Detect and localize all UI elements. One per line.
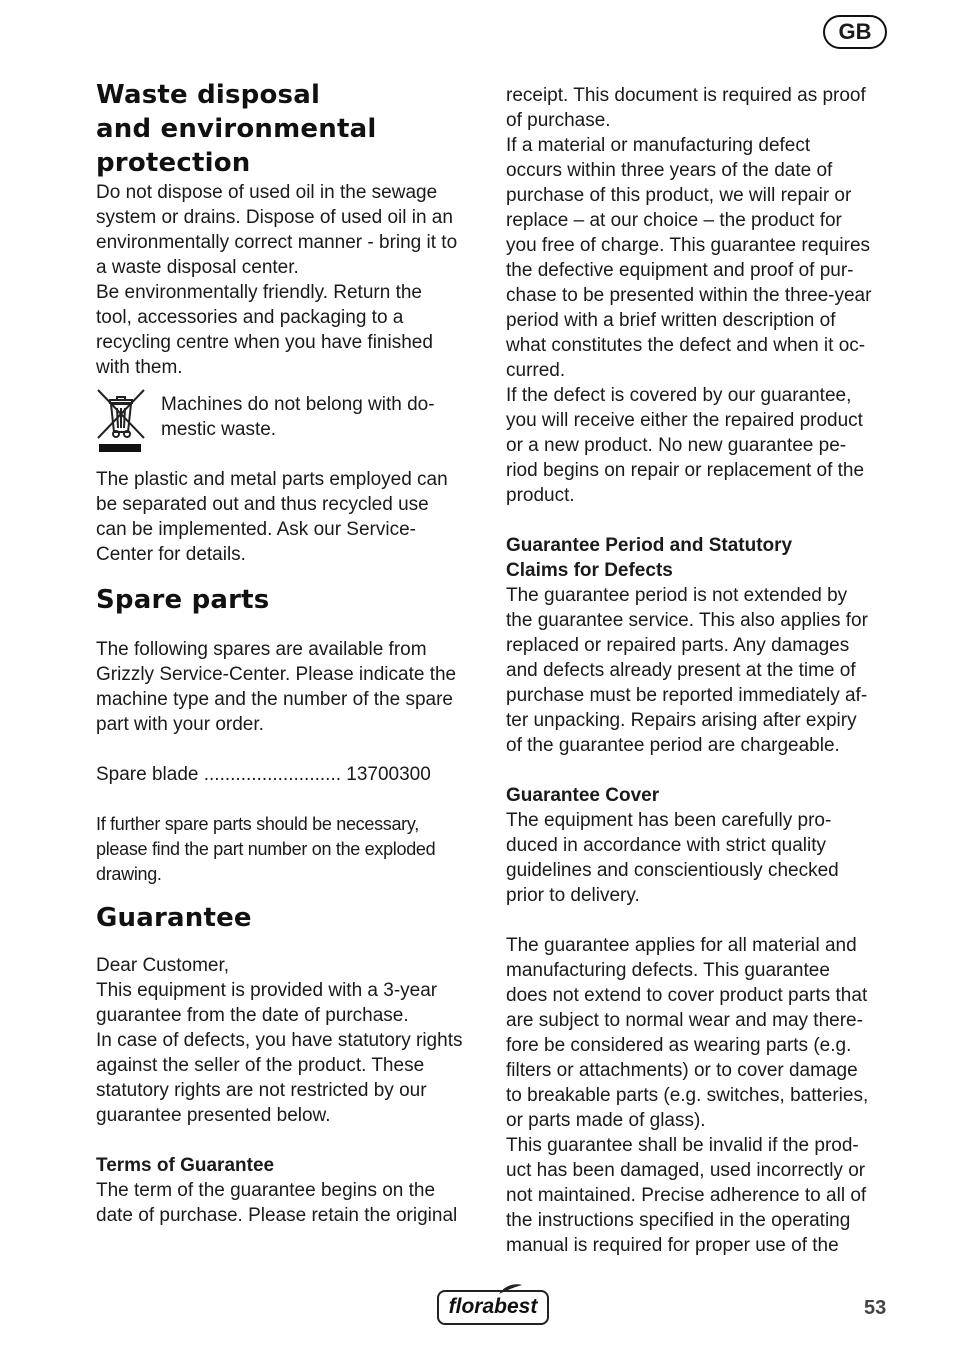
text-line: are subject to normal wear and may there-: [506, 1010, 863, 1031]
text-line: be separated out and thus recycled use: [96, 494, 429, 515]
right-column: [506, 83, 892, 1258]
left-column: [96, 78, 482, 1228]
recycle-paragraph: [96, 467, 482, 567]
florabest-logo: [437, 1283, 549, 1327]
logo-wordmark: florabest: [437, 1290, 549, 1325]
terms-title: Terms of Guarantee: [96, 1155, 275, 1176]
text-line: riod begins on repair or replacement of the: [506, 460, 865, 481]
waste-paragraph-2: [96, 280, 482, 380]
text-line: curred.: [506, 360, 566, 381]
text-line: chase to be presented within the three-year: [506, 285, 872, 306]
text-line: period with a brief written description of: [506, 310, 836, 331]
text-line: If further spare parts should be necessary,: [96, 814, 419, 834]
text-line: Do not dispose of used oil in the sewage: [96, 182, 438, 203]
text-line: drawing.: [96, 864, 162, 884]
text-line: The term of the guarantee begins on the: [96, 1180, 436, 1201]
text-line: Center for details.: [96, 544, 246, 565]
weee-notice: [96, 388, 482, 456]
text-line: or a new product. No new guarantee pe-: [506, 435, 847, 456]
spare-note: [96, 812, 482, 887]
page-number: 53: [864, 1297, 887, 1319]
text-line: occurs within three years of the date of: [506, 160, 833, 181]
text-line: replace – at our choice – the product for: [506, 210, 842, 231]
text-line: the instructions specified in the operating: [506, 1210, 851, 1231]
text-line: The following spares are available from: [96, 639, 427, 660]
spare-paragraph: [96, 637, 482, 737]
text-line: Claims for Defects: [506, 560, 673, 581]
text-line: you will receive either the repaired product: [506, 410, 863, 431]
text-line: the guarantee service. This also applies for: [506, 610, 868, 631]
text-line: receipt. This document is required as proof: [506, 85, 866, 106]
text-line: statutory rights are not restricted by our: [96, 1080, 427, 1101]
crossed-bin-icon: [96, 388, 148, 456]
period-paragraph: [506, 583, 892, 758]
text-line: prior to delivery.: [506, 885, 640, 906]
period-title: [506, 533, 892, 583]
text-line: mestic waste.: [161, 419, 277, 440]
text-line: of the guarantee period are chargeable.: [506, 735, 840, 756]
waste-title-line: and environmental: [96, 114, 377, 144]
text-line: If a material or manufacturing defect: [506, 135, 811, 156]
country-badge: GB: [823, 15, 887, 49]
text-line: Grizzly Service-Center. Please indicate the: [96, 664, 457, 685]
text-line: product.: [506, 485, 575, 506]
terms-paragraph: [96, 1178, 482, 1228]
text-line: In case of defects, you have statutory rights: [96, 1030, 463, 1051]
text-line: to breakable parts (e.g. switches, batteries,: [506, 1085, 869, 1106]
text-line: against the seller of the product. These: [96, 1055, 425, 1076]
text-line: The guarantee period is not extended by: [506, 585, 848, 606]
text-line: please find the part number on the exploded: [96, 839, 436, 859]
text-line: The guarantee applies for all material and: [506, 935, 857, 956]
cover-paragraph-2: [506, 933, 892, 1258]
text-line: does not extend to cover product parts that: [506, 985, 868, 1006]
text-line: If the defect is covered by our guarantee,: [506, 385, 852, 406]
weee-note: [161, 392, 435, 442]
text-line: a waste disposal center.: [96, 257, 299, 278]
text-line: duced in accordance with strict quality: [506, 835, 826, 856]
text-line: replaced or repaired parts. Any damages: [506, 635, 850, 656]
cover-paragraph-1: [506, 808, 892, 908]
waste-title-line: protection: [96, 148, 251, 178]
text-line: This guarantee shall be invalid if the prod-: [506, 1135, 859, 1156]
text-line: Guarantee Period and Statutory: [506, 535, 793, 556]
text-line: Be environmentally friendly. Return the: [96, 282, 422, 303]
text-line: fore be considered as wearing parts (e.g.: [506, 1035, 852, 1056]
text-line: This equipment is provided with a 3-year: [96, 980, 438, 1001]
text-line: system or drains. Dispose of used oil in an: [96, 207, 453, 228]
text-line: manufacturing defects. This guarantee: [506, 960, 830, 981]
text-line: can be implemented. Ask our Service-: [96, 519, 416, 540]
text-line: environmentally correct manner - bring it to: [96, 232, 458, 253]
text-line: guarantee presented below.: [96, 1105, 331, 1126]
guarantee-terms-continued: [506, 83, 892, 508]
text-line: you free of charge. This guarantee requires: [506, 235, 871, 256]
text-line: not maintained. Precise adherence to all of: [506, 1185, 867, 1206]
text-line: purchase must be reported immediately af-: [506, 685, 868, 706]
text-line: recycling centre when you have finished: [96, 332, 433, 353]
text-line: machine type and the number of the spare: [96, 689, 454, 710]
text-line: date of purchase. Please retain the original: [96, 1205, 458, 1226]
text-line: guidelines and conscientiously checked: [506, 860, 839, 881]
text-line: part with your order.: [96, 714, 264, 735]
text-line: Machines do not belong with do-: [161, 394, 435, 415]
text-line: ter unpacking. Repairs arising after expiry: [506, 710, 857, 731]
text-line: or parts made of glass).: [506, 1110, 706, 1131]
text-line: filters or attachments) or to cover damage: [506, 1060, 858, 1081]
waste-paragraph-1: [96, 180, 482, 280]
waste-title: [96, 78, 482, 180]
text-line: what constitutes the defect and when it oc-: [506, 335, 866, 356]
text-line: The plastic and metal parts employed can: [96, 469, 448, 490]
text-line: and defects already present at the time of: [506, 660, 856, 681]
text-line: with them.: [96, 357, 183, 378]
guarantee-paragraph: [96, 953, 482, 1128]
guarantee-title: Guarantee: [96, 903, 252, 933]
text-line: guarantee from the date of purchase.: [96, 1005, 409, 1026]
text-line: the defective equipment and proof of pur-: [506, 260, 854, 281]
waste-title-line: Waste disposal: [96, 80, 321, 110]
text-line: of purchase.: [506, 110, 611, 131]
text-line: uct has been damaged, used incorrectly or: [506, 1160, 866, 1181]
text-line: Dear Customer,: [96, 955, 230, 976]
cover-title: Guarantee Cover: [506, 785, 660, 806]
text-line: The equipment has been carefully pro-: [506, 810, 832, 831]
spare-parts-title: Spare parts: [96, 585, 270, 615]
text-line: manual is required for proper use of the: [506, 1235, 839, 1256]
text-line: purchase of this product, we will repair or: [506, 185, 852, 206]
text-line: tool, accessories and packaging to a: [96, 307, 404, 328]
spare-blade-item: Spare blade .......................... 13700300: [96, 764, 431, 785]
